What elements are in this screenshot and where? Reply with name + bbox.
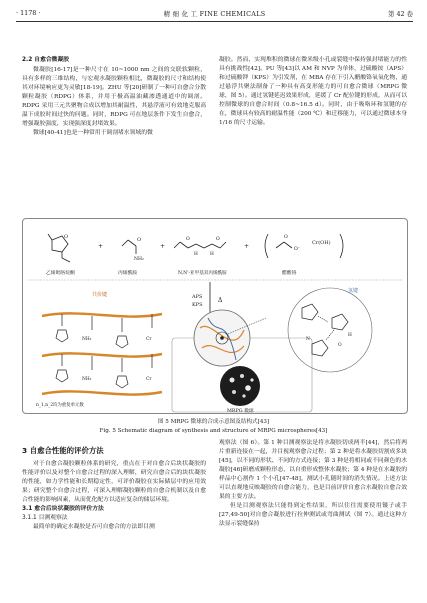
paragraph: 但是目测观察法只能得到定性结果，所以往往需要使用镊子或手[27,49-50]对自愈合凝胶进行拉伸测试或弯曲测试（图 7）。通过这种方法显示裂缝保持 — [219, 502, 407, 527]
header-rule — [16, 21, 413, 22]
paragraph: 观察法（图 6）。第 1 种目测观察法是将水凝胶切成两半[44]，然后将两片重新连接在一起，并目视观察愈合过程；第 2 种是将水凝胶切割成多块[45]，以不同的形状、不同的方式连接；第 3 种是将相同或不同颜色的水凝胶[46]研磨成颗粒形态，以自重形成整体水凝胶；第 4 种是在水凝胶的样品中心割作 1 个小孔[47-48]，测试小孔随时间的消失情况。上述方法可以直观地反映凝胶的自愈合能力，也是目前评价自愈合水凝胶自愈合效果的主要方法。 — [219, 440, 407, 500]
paragraph: 凝胶。然而，实现堆积的微球在微米级小孔或裂缝中保持强封堵能力的性具有挑战性[42]。PU 等[43]以 AM 和 NVP 为单体，过硫酸铵（APS）和过硫酸钾（KPS）为引发剂，在 MBA 存在下引入醋酸铬氧氧化物，通过悬浮共聚法制备了一种具有高变形能力的可自愈合微球（MRPG 微球，图 5）。通过氢键延迟效果形成，延缓了 Cr 配位键的形成，从而可以控制微球的自愈合时间（0.8~16.5 d）。同时，由于吸咯环和氢键的存在，微球具有较高的耐温性能（200 ℃）和迁移能力，可以通过微球本身 1/16 的尺寸运输。 — [219, 57, 407, 126]
svg-text:KPS: KPS — [192, 302, 203, 308]
figure-5 — [22, 218, 408, 414]
hbond-structures — [302, 304, 348, 356]
svg-text:Cr(OH): Cr(OH) — [312, 240, 331, 246]
mba-structure — [174, 242, 226, 248]
section-heading-3: 3 自愈合性能的评价方法 — [22, 446, 104, 455]
figure-drawing — [22, 218, 408, 414]
volume-label: 第 42 卷 — [388, 10, 413, 18]
svg-text:Cr: Cr — [146, 337, 152, 342]
monomer-label-1: 乙烯吡咯烷酮 — [46, 271, 75, 276]
side-chains — [56, 314, 152, 388]
svg-text:N: N — [306, 337, 310, 342]
paragraph: 微球[40-41]也是一种常用于调剖堵水领域的微 — [33, 129, 153, 136]
svg-text:O: O — [284, 235, 288, 240]
svg-text:O: O — [338, 343, 342, 348]
subsubsection-heading-3-1-1: 3.1.1 目测观察法 — [22, 514, 68, 521]
svg-text:H: H — [210, 252, 214, 257]
hbond-zoom — [288, 288, 372, 372]
svg-text:O: O — [137, 237, 142, 243]
svg-text:O⁻: O⁻ — [294, 247, 301, 252]
svg-text:O: O — [216, 237, 220, 242]
figure-caption-en: Fig. 5 Schematic diagram of synthesis and structure of MRPG microspheres[43] — [99, 428, 328, 434]
svg-text:H: H — [194, 252, 198, 257]
journal-title: 精 细 化 工 FINE CHEMICALS — [163, 10, 266, 18]
monomer-label-2: 丙烯酰胺 — [118, 271, 138, 276]
monomer-label-3: N,N'-亚甲基双丙烯酰胺 — [178, 271, 227, 276]
left-column-bottom — [22, 445, 206, 532]
section-heading-2-2: 2.2 自愈合微凝胶 — [22, 57, 70, 63]
microsphere-photo — [220, 366, 260, 406]
am-structure — [122, 240, 136, 254]
repeat-unit-note: n_1,n_2均为重复单元数 — [36, 403, 84, 408]
svg-text:MRPG 微球: MRPG 微球 — [227, 409, 254, 414]
chromium-acetate-structure — [265, 234, 343, 258]
svg-text:+: + — [244, 243, 250, 250]
monomer-label-4: 醋酸铬 — [282, 271, 297, 276]
page-number: · 1178 · — [16, 9, 41, 17]
paragraph: 对于自愈合凝胶颗粒体系的研究，重点在于对自愈合后块状凝胶的性能评价以及对整个自愈合过程的深入理解，研究自愈合后的块状凝胶的性能，如力学性能和长期稳定性，可评价凝胶在实际储层中的应用效果；研究整个自愈合过程，可深入理解凝胶颗粒的自愈合机制以及自愈合性能的影响因素，从而优化配方以适应复杂的储层环境。 — [22, 460, 206, 503]
paragraph: 最简单的确定水凝胶是否可自愈合的方法即目测 — [33, 523, 155, 530]
subsection-heading-3-1: 3.1 愈合后块状凝胶的评价方法 — [22, 505, 104, 512]
polymer-backbone-3 — [42, 391, 162, 394]
svg-text:Δ: Δ — [218, 297, 223, 304]
svg-text:NH₂: NH₂ — [82, 377, 92, 382]
svg-text:+: + — [98, 243, 104, 250]
covalent-bond-label: 共价键 — [92, 292, 108, 298]
svg-text:Cr: Cr — [146, 377, 152, 382]
svg-text:APS: APS — [192, 294, 203, 300]
polymer-backbone-2 — [42, 353, 162, 356]
svg-text:+: + — [160, 243, 166, 250]
right-column-top — [219, 56, 407, 128]
svg-text:NH₂: NH₂ — [134, 257, 144, 262]
svg-text:O: O — [64, 234, 69, 240]
left-column-top — [22, 56, 206, 138]
right-column-bottom — [219, 439, 407, 529]
polymer-backbone-1 — [42, 313, 162, 316]
hydrogen-bond-label: 氢键 — [348, 288, 359, 294]
page-header — [16, 9, 413, 21]
paragraph: 微凝胶[16-17]是一种尺寸在 10~1000 nm 之间的交联软颗粒，具有多样的三维结构，与宏观水凝胶颗粒相比，微凝胶的尺寸和结构使其对环境响应更为灵敏[18-19]。ZHU 等[20]研制了一种可自愈合分散颗粒凝胶（RDPG）体系，并用于极高温油藏渗透通道中的调剖。RDPG 采用三元共聚物合成以增加其耐温性，其悬浮液可有效地克服高温下成胶时间过快的问题。同时，RDPG 可在地层条件下发生自愈合，增强凝胶强度，实现强深度封堵效果。 — [22, 66, 206, 127]
svg-text:O: O — [186, 237, 190, 242]
svg-text:H: H — [348, 333, 352, 338]
svg-text:NH₂: NH₂ — [82, 337, 92, 342]
figure-caption-cn: 图 5 MRPG 微球的合成示意图及结构式[43] — [157, 419, 270, 425]
